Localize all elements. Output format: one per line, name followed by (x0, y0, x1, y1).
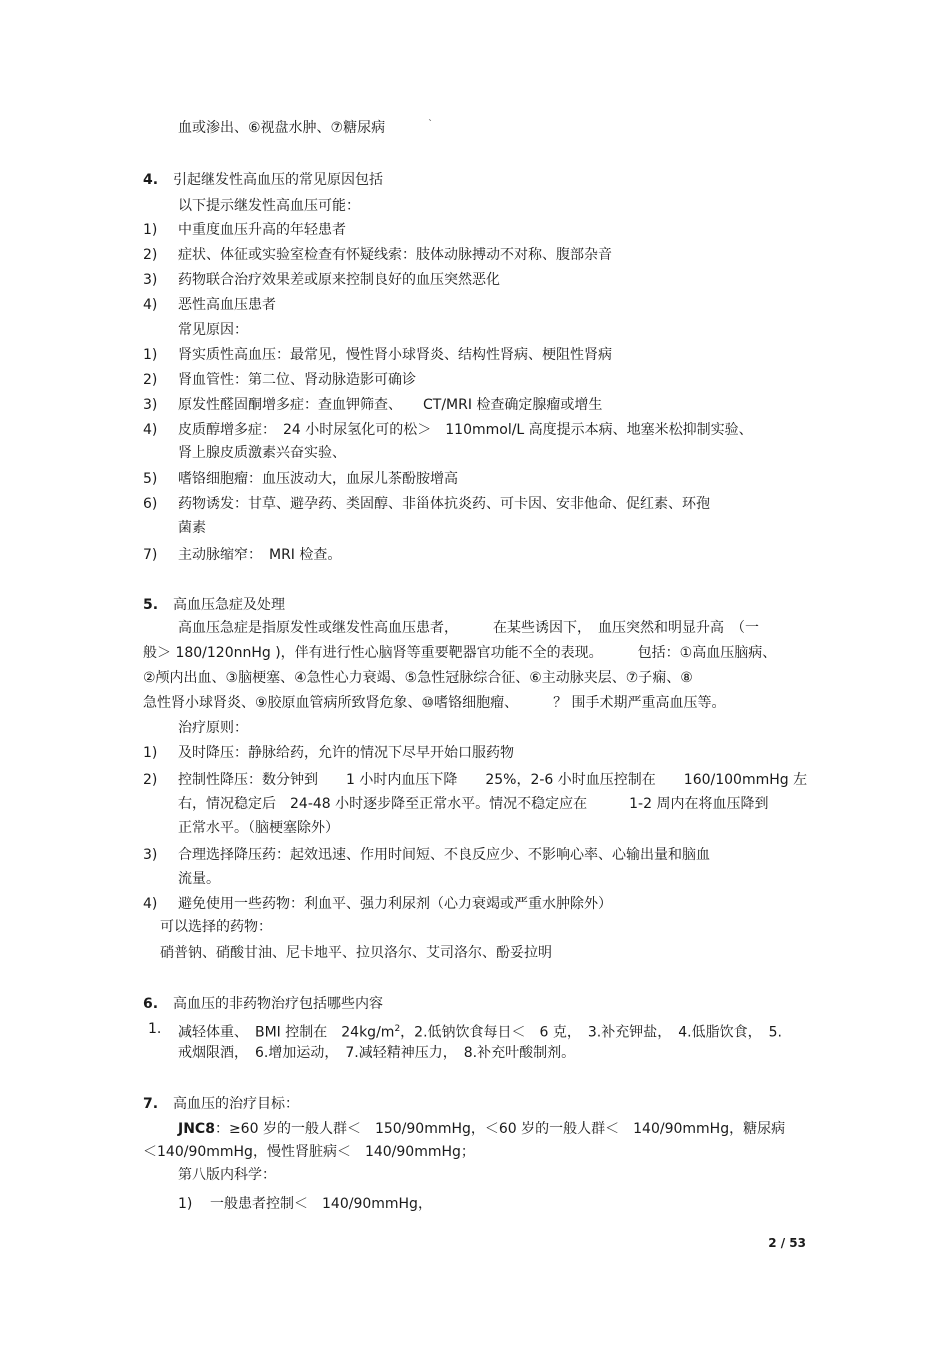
causes-label: 常见原因： (178, 322, 248, 338)
section-5-para-line4: 急性肾小球肾炎、⑨胶原血管病所致肾危象、⑩嗜铬细胞瘤、 ？ 围手术期严重高血压等。 (143, 695, 726, 711)
intro-line: 血或渗出、⑥视盘水肿、⑦糖尿病 (178, 120, 386, 136)
principle-2-number: 2) (143, 772, 158, 788)
superscript-2: 2 (394, 1024, 401, 1034)
cause-1-text: 肾实质性高血压：最常见，慢性肾小球肾炎、结构性肾病、梗阻性肾病 (178, 347, 612, 363)
section-7-number: 7. (143, 1096, 159, 1112)
jnc8-text: ：≥60 岁的一般人群＜ 150/90mmHg，＜60 岁的一般人群＜ 140/90mmHg，糖尿病 (214, 1121, 786, 1137)
principle-3-text-line2: 流量。 (178, 871, 220, 887)
cause-3-text: 原发性醛固酮增多症：查血钾筛查、 CT/MRI 检查确定腺瘤或增生 (178, 397, 603, 413)
section-5-title: 高血压急症及处理 (173, 597, 285, 613)
jnc8-line2: ＜140/90mmHg，慢性肾脏病＜ 140/90mmHg； (143, 1144, 475, 1160)
principle-4-number: 4) (143, 896, 158, 912)
section-6-line1 (178, 1019, 782, 1043)
hint-3-number: 3) (143, 272, 158, 288)
cause-2-text: 肾血管性：第二位、肾动脉造影可确诊 (178, 372, 416, 388)
drugs-label: 可以选择的药物： (160, 919, 272, 935)
section-6-line1-a: 减轻体重、 BMI 控制在 24kg/m (178, 1024, 395, 1041)
drugs-list: 硝普钠、硝酸甘油、尼卡地平、拉贝洛尔、艾司洛尔、酚妥拉明 (160, 945, 552, 961)
cause-4-text-line1: 皮质醇增多症： 24 小时尿氢化可的松＞ 110mmol/L 高度提示本病、地塞米松抑制实验、 (178, 422, 753, 438)
section-6-title: 高血压的非药物治疗包括哪些内容 (173, 996, 383, 1012)
principle-3-text-line1: 合理选择降压药：起效迅速、作用时间短、不良反应少、不影响心率、心输出量和脑血 (178, 847, 710, 863)
section-4-hint-label: 以下提示继发性高血压可能： (178, 198, 360, 214)
section-5-number: 5. (143, 597, 159, 613)
target-1-text: 一般患者控制＜ 140/90mmHg， (210, 1196, 432, 1212)
hint-4-number: 4) (143, 297, 158, 313)
section-7-title: 高血压的治疗目标： (173, 1096, 299, 1112)
cause-7-text: 主动脉缩窄： MRI 检查。 (178, 547, 342, 563)
target-1-number: 1) (178, 1196, 193, 1212)
cause-6-number: 6) (143, 496, 158, 512)
section-6-line1-b: ，2.低钠饮食每日＜ 6 克， 3.补充钾盐， 4.低脂饮食， 5. (400, 1024, 782, 1041)
cause-6-text-line2: 菌素 (178, 520, 206, 536)
hint-1-text: 中重度血压升高的年轻患者 (178, 222, 346, 238)
page-number: 2 / 53 (768, 1236, 806, 1250)
textbook-label: 第八版内科学： (178, 1167, 276, 1183)
hint-1-number: 1) (143, 222, 158, 238)
cause-4-text-line2: 肾上腺皮质激素兴奋实验、 (178, 445, 346, 461)
jnc8-line1 (178, 1119, 785, 1139)
stray-mark: ` (428, 119, 433, 130)
cause-5-number: 5) (143, 471, 158, 487)
jnc8-label: JNC8 (178, 1121, 215, 1137)
principle-3-number: 3) (143, 847, 158, 863)
section-5-para-line2: 般＞ 180/120nnHg )，伴有进行性心脑肾等重要靶器官功能不全的表现。 包括：①高血压脑病、 (143, 645, 777, 661)
principle-2-text-line1: 控制性降压：数分钟到 1 小时内血压下降 25%，2-6 小时血压控制在 160/100mmHg 左 (178, 772, 808, 788)
section-5-para-line3: ②颅内出血、③脑梗塞、④急性心力衰竭、⑤急性冠脉综合征、⑥主动脉夹层、⑦子痫、⑧ (143, 670, 693, 686)
section-6-line2: 戒烟限酒， 6.增加运动， 7.减轻精神压力， 8.补充叶酸制剂。 (178, 1045, 576, 1061)
section-5-para-line1: 高血压急症是指原发性或继发性高血压患者， 在某些诱因下， 血压突然和明显升高 （一 (178, 620, 759, 636)
principle-2-text-line2: 右，情况稳定后 24-48 小时逐步降至正常水平。情况不稳定应在 1-2 周内在将血压降到 (178, 796, 769, 812)
hint-2-number: 2) (143, 247, 158, 263)
hint-4-text: 恶性高血压患者 (178, 297, 276, 313)
cause-4-number: 4) (143, 422, 158, 438)
section-6-number: 6. (143, 996, 159, 1012)
section-6-item-number: 1. (148, 1021, 162, 1037)
cause-1-number: 1) (143, 347, 158, 363)
principle-label: 治疗原则： (178, 720, 248, 736)
cause-5-text: 嗜铬细胞瘤：血压波动大，血尿儿茶酚胺增高 (178, 471, 458, 487)
section-4-number: 4. (143, 172, 159, 188)
principle-1-text: 及时降压：静脉给药，允许的情况下尽早开始口服药物 (178, 745, 514, 761)
principle-4-text: 避免使用一些药物：利血平、强力利尿剂（心力衰竭或严重水肿除外） (178, 896, 612, 912)
hint-3-text: 药物联合治疗效果差或原来控制良好的血压突然恶化 (178, 272, 500, 288)
cause-3-number: 3) (143, 397, 158, 413)
hint-2-text: 症状、体征或实验室检查有怀疑线索：肢体动脉搏动不对称、腹部杂音 (178, 247, 612, 263)
section-4-title: 引起继发性高血压的常见原因包括 (173, 172, 383, 188)
cause-7-number: 7) (143, 547, 158, 563)
principle-1-number: 1) (143, 745, 158, 761)
cause-6-text-line1: 药物诱发：甘草、避孕药、类固醇、非甾体抗炎药、可卡因、安非他命、促红素、环孢 (178, 496, 710, 512)
cause-2-number: 2) (143, 372, 158, 388)
principle-2-text-line3: 正常水平。（脑梗塞除外） (178, 820, 339, 836)
